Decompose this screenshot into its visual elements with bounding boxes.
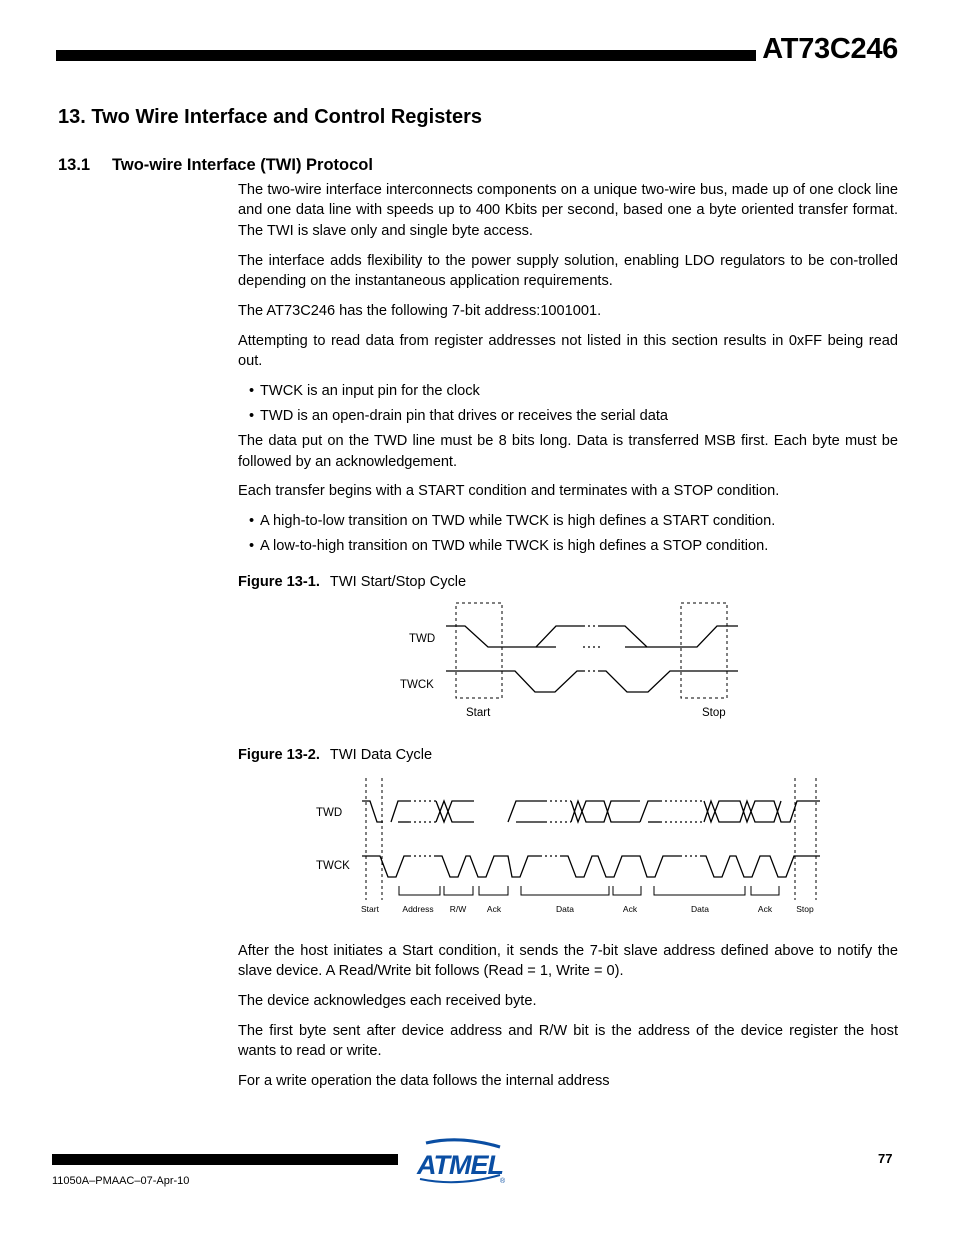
paragraph: After the host initiates a Start condition, it sends the 7-bit slave address defined above to notify the slave device. A Read/Write bit follows (Read = 1, Write = 0). <box>238 943 898 980</box>
subsection-title: Two-wire Interface (TWI) Protocol <box>112 156 373 174</box>
phase-label-data: Data <box>691 904 709 914</box>
phase-bracket <box>521 886 609 895</box>
figure-2-caption: Figure 13-2. TWI Data Cycle <box>238 747 433 763</box>
twck-signal-label: TWCK <box>400 679 434 691</box>
phase-label-rw: R/W <box>449 904 467 914</box>
phase-label-address: Address <box>402 904 434 914</box>
twck-waveform <box>362 856 409 877</box>
paragraph: Each transfer begins with a START condition and terminates with a STOP condition. <box>238 483 780 500</box>
twd-waveform <box>436 801 474 822</box>
twd-signal-label: TWD <box>316 807 343 819</box>
phase-label-start: Start <box>361 904 379 914</box>
phase-bracket <box>399 886 440 895</box>
twck-waveform <box>560 856 680 877</box>
atmel-logo <box>412 1137 508 1185</box>
document-reference: 11050A–PMAAC–07-Apr-10 <box>52 1175 190 1187</box>
paragraph: The device acknowledges each received byte. <box>238 993 537 1010</box>
twd-waveform <box>640 801 660 822</box>
paragraph: The interface adds flexibility to the power supply solution, enabling LDO regulators to be con-trolled depending on the instantaneous application requirements. <box>238 252 898 290</box>
stop-label: Stop <box>702 707 726 719</box>
twd-waveform <box>362 801 383 822</box>
twck-waveform <box>700 856 820 877</box>
start-label: Start <box>466 707 491 719</box>
footer-rule <box>52 1154 398 1165</box>
phase-label-ack: Ack <box>486 904 502 914</box>
section-number: 13. <box>58 106 86 128</box>
twck-signal-label: TWCK <box>316 860 350 872</box>
paragraph: The AT73C246 has the following 7-bit address:1001001. <box>238 302 602 319</box>
figure-1-caption: Figure 13-1. TWI Start/Stop Cycle <box>238 574 467 590</box>
phase-label-stop: Stop <box>796 904 814 914</box>
body-text-bottom <box>238 941 898 1101</box>
phase-label-data: Data <box>556 904 574 914</box>
list-item: • A low-to-high transition on TWD while TWCK is high defines a STOP condition. <box>249 538 769 555</box>
twd-waveform <box>704 801 781 822</box>
twd-waveform <box>704 801 820 822</box>
page-number: 77 <box>878 1151 893 1166</box>
paragraph: For a write operation the data follows the internal address <box>238 1073 610 1090</box>
subsection-number: 13.1 <box>58 156 91 174</box>
paragraph: The first byte sent after device address and R/W bit is the address of the device register the host wants to read or write. <box>238 1023 898 1060</box>
twd-signal-label: TWD <box>409 633 436 645</box>
twd-waveform <box>391 801 409 822</box>
list-item: • A high-to-low transition on TWD while TWCK is high defines a START condition. <box>249 513 776 530</box>
phase-bracket <box>751 886 779 895</box>
twck-waveform <box>436 856 540 877</box>
paragraph: Attempting to read data from register addresses not listed in this section results in 0xFF being read out. <box>238 332 898 370</box>
twd-waveform <box>436 801 474 822</box>
phase-label-ack: Ack <box>757 904 773 914</box>
phase-bracket <box>613 886 641 895</box>
twd-waveform <box>508 801 545 822</box>
section-title: Two Wire Interface and Control Registers <box>91 106 482 128</box>
phase-bracket <box>479 886 508 895</box>
phase-bracket <box>654 886 745 895</box>
paragraph: The data put on the TWD line must be 8 bits long. Data is transferred MSB first. Each byte must be followed by an acknowledgement. <box>238 433 898 470</box>
paragraph: The two-wire interface interconnects components on a unique two-wire bus, made up of one clock line and one data line with speeds up to 400 Kbits per second, based one a byte oriented transfer format. The TWI is slave only and single byte access. <box>238 182 898 239</box>
phase-bracket <box>444 886 473 895</box>
logo-registered-mark: ® <box>500 1178 506 1185</box>
phase-label-ack: Ack <box>622 904 638 914</box>
list-item: • TWD is an open-drain pin that drives or receives the serial data <box>249 407 669 424</box>
list-item: • TWCK is an input pin for the clock <box>249 382 480 399</box>
document-title: AT73C246 <box>762 33 898 65</box>
logo-wordmark: ATMEL <box>417 1150 503 1180</box>
